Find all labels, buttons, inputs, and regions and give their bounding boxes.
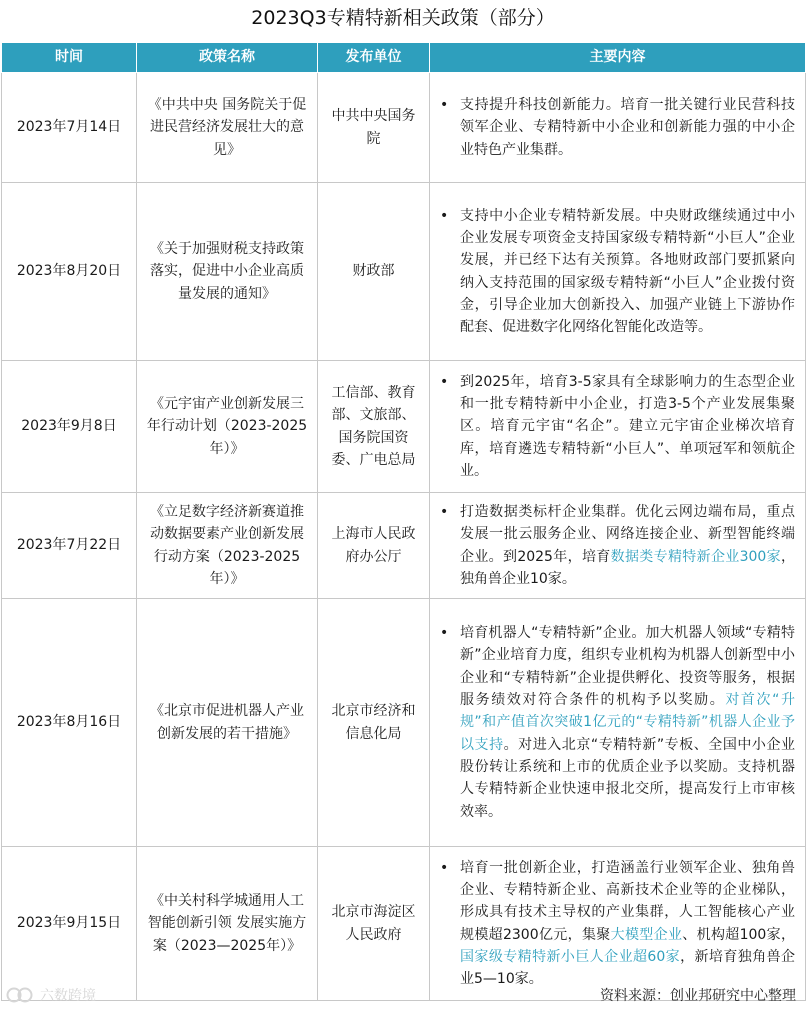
highlight-text: 数据类专精特新企业300家	[610, 548, 781, 565]
header-date: 时间	[2, 43, 137, 73]
highlight-text: 大模型企业	[610, 926, 683, 943]
table-row	[2, 847, 806, 1001]
row-date: 2023年7月22日	[2, 493, 137, 599]
row-issuer: 上海市人民政府办公厅	[318, 493, 430, 599]
bullet-icon: •	[440, 97, 449, 114]
row-date: 2023年9月8日	[2, 361, 137, 493]
row-date: 2023年9月15日	[2, 847, 137, 1001]
table-row	[2, 493, 806, 599]
header-issuer: 发布单位	[318, 43, 430, 73]
table-row	[2, 361, 806, 493]
page-title: 2023Q3专精特新相关政策（部分）	[251, 7, 555, 29]
row-issuer: 财政部	[318, 183, 430, 361]
row-date: 2023年8月20日	[2, 183, 137, 361]
row-content: • 打造数据类标杆企业集群。优化云网边端布局，重点发展一批云服务企业、网络连接企业、新型智能终端企业。到2025年，培育数据类专精特新企业300家，独角兽企业10家。	[430, 493, 806, 599]
policy-table	[1, 43, 806, 1001]
row-issuer: 中共中央国务院	[318, 73, 430, 183]
row-content: • 培育机器人“专精特新”企业。加大机器人领域“专精特新”企业培育力度，组织专业机构为机器人创新型中小企业和“专精特新”企业提供孵化、投资等服务，根据服务绩效对符合条件的机构予以奖励。对首次“升规”和产值首次突破1亿元的“专精特新”机器人企业予以支持。对进入北京“专精特新”专板、全国中小企业股份转让系统和上市的优质企业予以奖励。支持机器人专精特新企业快速申报北交所，提高发行上市审核效率。	[430, 599, 806, 847]
highlight-text: 对首次“升规”和产值首次突破1亿元的“专精特新”机器人企业予以支持	[460, 692, 795, 753]
row-policy-name: 《元宇宙产业创新发展三年行动计划（2023-2025年）》	[137, 361, 318, 493]
bullet-icon: •	[440, 207, 449, 224]
bullet-icon: •	[440, 503, 449, 520]
row-issuer: 北京市经济和信息化局	[318, 599, 430, 847]
row-issuer: 工信部、教育部、文旅部、国务院国资委、广电总局	[318, 361, 430, 493]
table-header-row	[2, 43, 806, 73]
logo-icon	[6, 986, 36, 1004]
highlight-text: 国家级专精特新小巨人企业超60家	[460, 948, 681, 965]
bullet-icon: •	[440, 859, 449, 876]
watermark-logo	[6, 985, 96, 1005]
row-content: • 支持提升科技创新能力。培育一批关键行业民营科技领军企业、专精特新中小企业和创新能力强的中小企业特色产业集群。	[430, 73, 806, 183]
row-policy-name: 《中关村科学城通用人工智能创新引领 发展实施方案（2023—2025年）》	[137, 847, 318, 1001]
logo-text: 六数跨境	[40, 988, 96, 1004]
header-policy-name: 政策名称	[137, 43, 318, 73]
row-issuer: 北京市海淀区人民政府	[318, 847, 430, 1001]
table-row	[2, 183, 806, 361]
row-content: • 培育一批创新企业，打造涵盖行业领军企业、独角兽企业、专精特新企业、高新技术企业等的企业梯队，形成具有技术主导权的产业集群，人工智能核心产业规模超2300亿元，集聚大模型企业、机构超100家，国家级专精特新小巨人企业超60家，新培育独角兽企业5—10家。	[430, 847, 806, 1001]
header-content: 主要内容	[430, 43, 806, 73]
bullet-icon: •	[440, 625, 449, 642]
row-content: • 到2025年，培育3-5家具有全球影响力的生态型企业和一批专精特新中小企业，打造3-5个产业发展集聚区。培育元宇宙“名企”。建立元宇宙企业梯次培育库，培育遴选专精特新“小巨人”、单项冠军和领航企业。	[430, 361, 806, 493]
table-row	[2, 73, 806, 183]
row-date: 2023年7月14日	[2, 73, 137, 183]
row-policy-name: 《中共中央 国务院关于促进民营经济发展壮大的意见》	[137, 73, 318, 183]
source-note: 资料来源：创业邦研究中心整理	[600, 988, 796, 1004]
row-policy-name: 《关于加强财税支持政策落实，促进中小企业高质量发展的通知》	[137, 183, 318, 361]
row-policy-name: 《立足数字经济新赛道推动数据要素产业创新发展行动方案（2023-2025年）》	[137, 493, 318, 599]
row-policy-name: 《北京市促进机器人产业创新发展的若干措施》	[137, 599, 318, 847]
row-date: 2023年8月16日	[2, 599, 137, 847]
table-row	[2, 599, 806, 847]
bullet-icon: •	[440, 373, 449, 390]
row-content: • 支持中小企业专精特新发展。中央财政继续通过中小企业发展专项资金支持国家级专精特新“小巨人”企业发展，并已经下达有关预算。各地财政部门要抓紧向纳入支持范围的国家级专精特新“小巨人”企业拨付资金，引导企业加大创新投入、加强产业链上下游协作配套、促进数字化网络化智能化改造等。	[430, 183, 806, 361]
